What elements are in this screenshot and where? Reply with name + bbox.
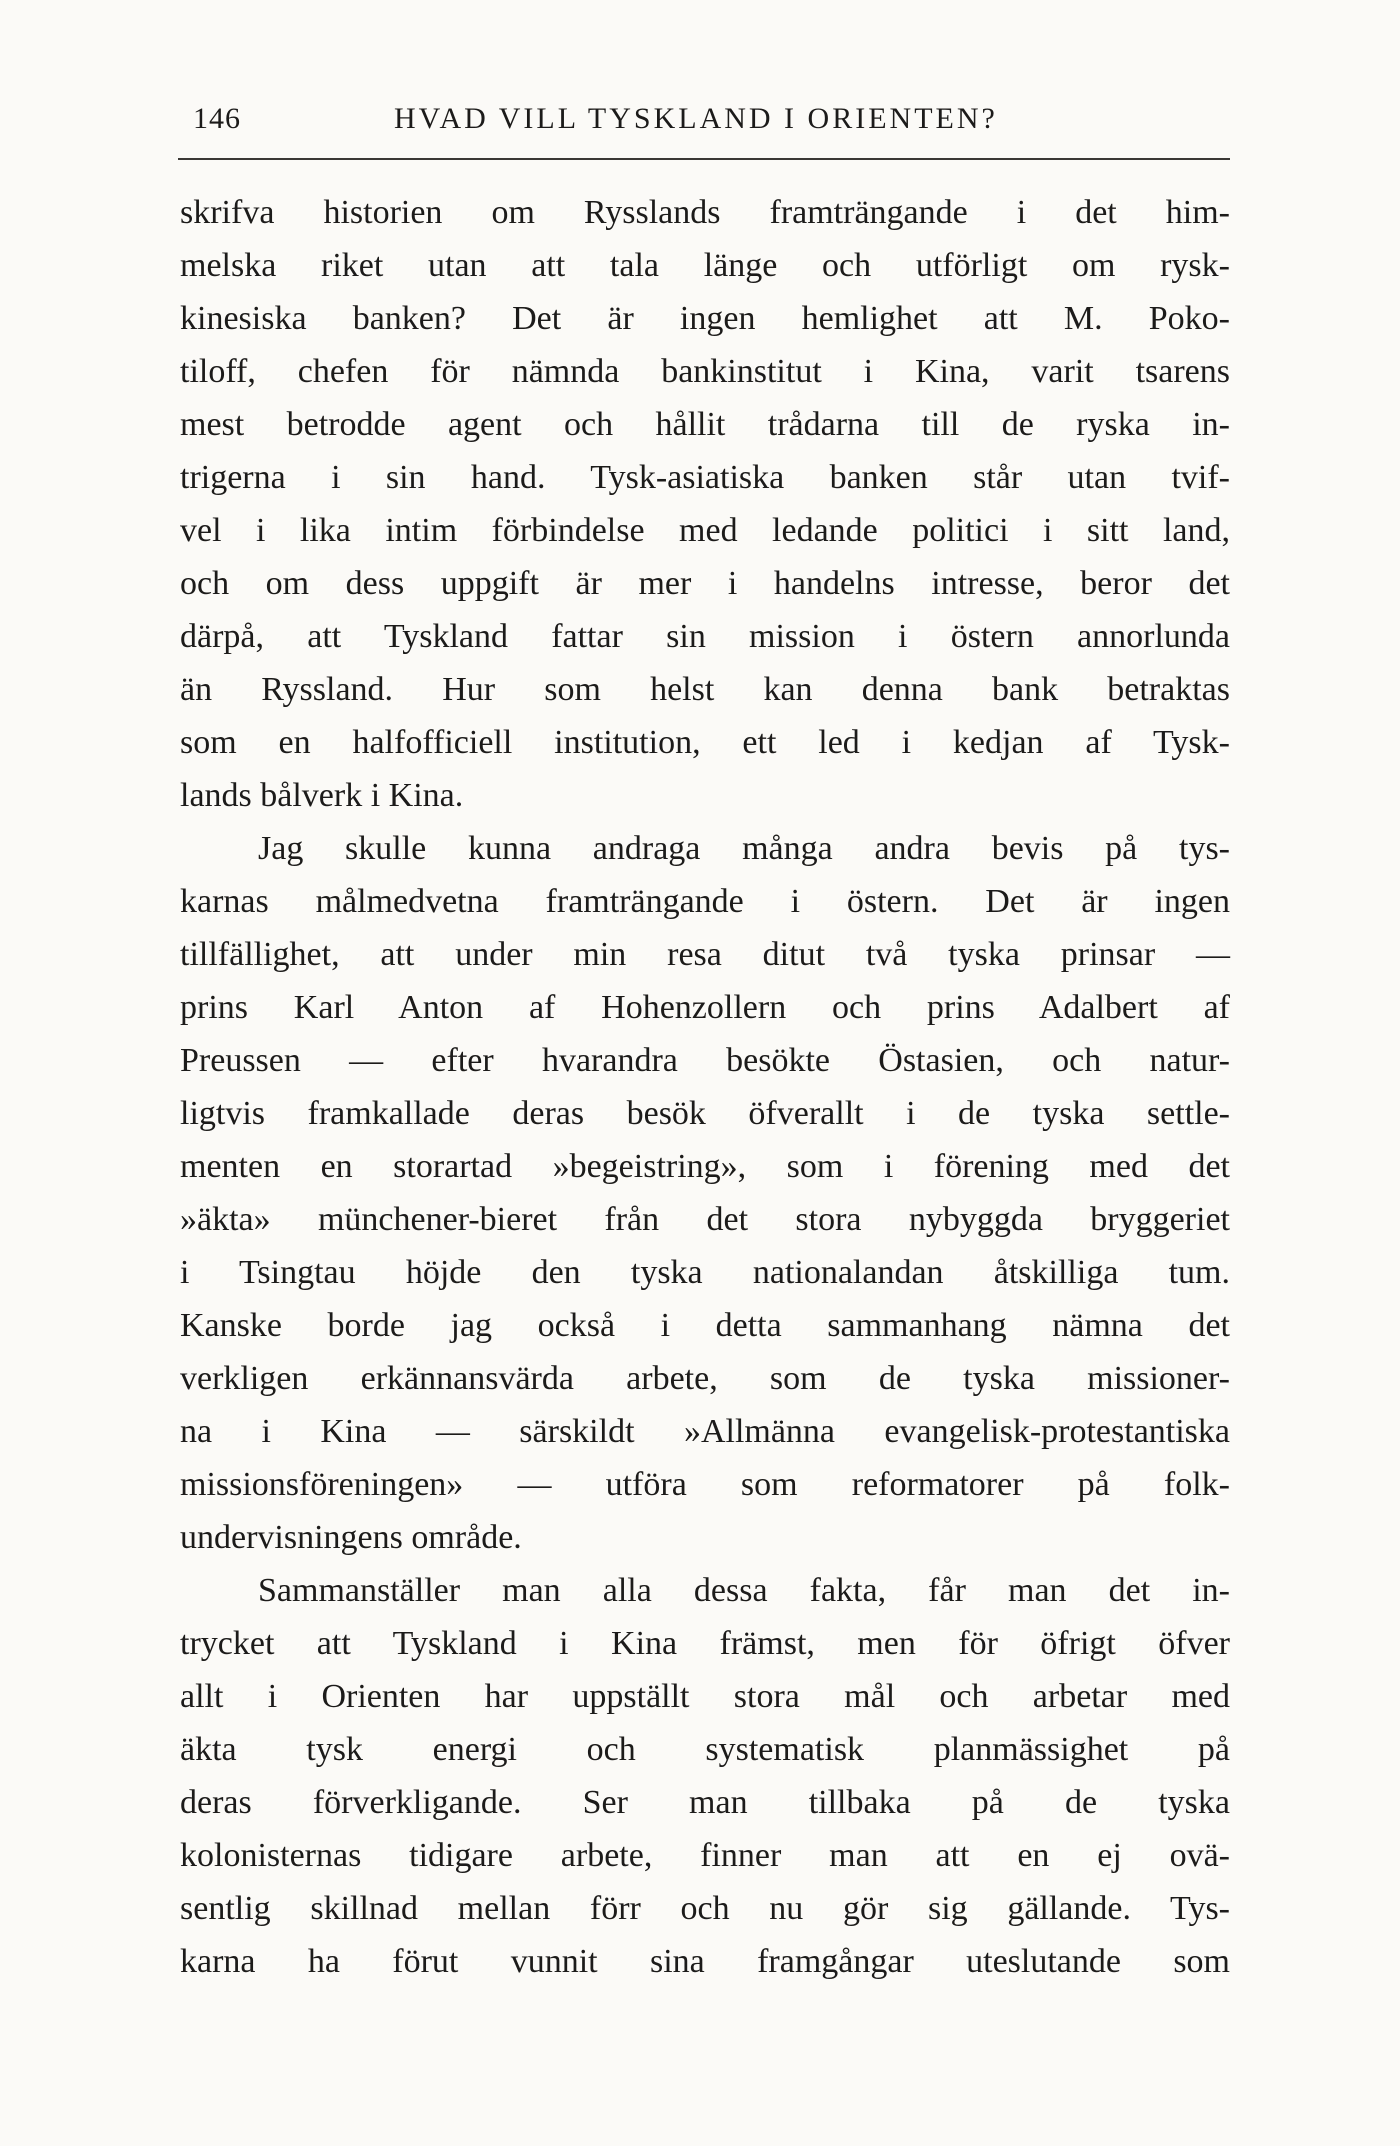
text-line: i Tsingtau höjde den tyska nationalandan åtskilliga tum. bbox=[180, 1254, 1230, 1291]
text-line: karnas målmedvetna framträngande i östern. Det är ingen bbox=[180, 883, 1230, 920]
text-line: undervisningens område. bbox=[180, 1519, 522, 1556]
text-line: tiloff, chefen för nämnda bankinstitut i Kina, varit tsarens bbox=[180, 353, 1230, 390]
text-line: därpå, att Tyskland fattar sin mission i östern annorlunda bbox=[180, 618, 1230, 655]
text-line: trigerna i sin hand. Tysk-asiatiska banken står utan tvif- bbox=[180, 459, 1230, 496]
text-line: prins Karl Anton af Hohenzollern och prins Adalbert af bbox=[180, 989, 1230, 1026]
text-line: mest betrodde agent och hållit trådarna till de ryska in- bbox=[180, 406, 1230, 443]
body-text bbox=[180, 186, 1230, 1988]
text-line: verkligen erkännansvärda arbete, som de tyska missioner- bbox=[180, 1360, 1230, 1397]
text-line: än Ryssland. Hur som helst kan denna bank betraktas bbox=[180, 671, 1230, 708]
text-line: kolonisternas tidigare arbete, finner man att en ej ovä- bbox=[180, 1837, 1230, 1874]
text-line: Kanske borde jag också i detta sammanhang nämna det bbox=[180, 1307, 1230, 1344]
running-title: HVAD VILL TYSKLAND I ORIENTEN? bbox=[394, 102, 998, 135]
text-line: skrifva historien om Rysslands framträngande i det him- bbox=[180, 194, 1230, 231]
text-line: äkta tysk energi och systematisk planmässighet på bbox=[180, 1731, 1230, 1768]
text-line: vel i lika intim förbindelse med ledande politici i sitt land, bbox=[180, 512, 1230, 549]
text-line: Preussen — efter hvarandra besökte Östasien, och natur- bbox=[180, 1042, 1230, 1079]
text-line: sentlig skillnad mellan förr och nu gör sig gällande. Tys- bbox=[180, 1890, 1230, 1927]
page-number: 146 bbox=[193, 102, 241, 135]
text-line: som en halfofficiell institution, ett led i kedjan af Tysk- bbox=[180, 724, 1230, 761]
paragraph-first-line: Jag skulle kunna andraga många andra bevis på tys- bbox=[258, 830, 1230, 867]
text-line: na i Kina — särskildt »Allmänna evangelisk-protestantiska bbox=[180, 1413, 1230, 1450]
text-line: melska riket utan att tala länge och utförligt om rysk- bbox=[180, 247, 1230, 284]
header-rule bbox=[178, 158, 1230, 160]
text-line: kinesiska banken? Det är ingen hemlighet att M. Poko- bbox=[180, 300, 1230, 337]
paragraph-first-line: Sammanställer man alla dessa fakta, får man det in- bbox=[258, 1572, 1230, 1609]
text-line: lands bålverk i Kina. bbox=[180, 777, 464, 814]
page-header bbox=[178, 100, 1230, 160]
text-line: allt i Orienten har uppställt stora mål och arbetar med bbox=[180, 1678, 1230, 1715]
text-line: tillfällighet, att under min resa ditut två tyska prinsar — bbox=[180, 936, 1230, 973]
text-line: ligtvis framkallade deras besök öfverallt i de tyska settle- bbox=[180, 1095, 1230, 1132]
text-line: trycket att Tyskland i Kina främst, men för öfrigt öfver bbox=[180, 1625, 1230, 1662]
text-line: menten en storartad »begeistring», som i förening med det bbox=[180, 1148, 1230, 1185]
text-line: deras förverkligande. Ser man tillbaka på de tyska bbox=[180, 1784, 1230, 1821]
text-line: »äkta» münchener-bieret från det stora nybyggda bryggeriet bbox=[180, 1201, 1230, 1238]
text-line: missionsföreningen» — utföra som reformatorer på folk- bbox=[180, 1466, 1230, 1503]
text-line: karna ha förut vunnit sina framgångar uteslutande som bbox=[180, 1943, 1230, 1980]
text-line: och om dess uppgift är mer i handelns intresse, beror det bbox=[180, 565, 1230, 602]
